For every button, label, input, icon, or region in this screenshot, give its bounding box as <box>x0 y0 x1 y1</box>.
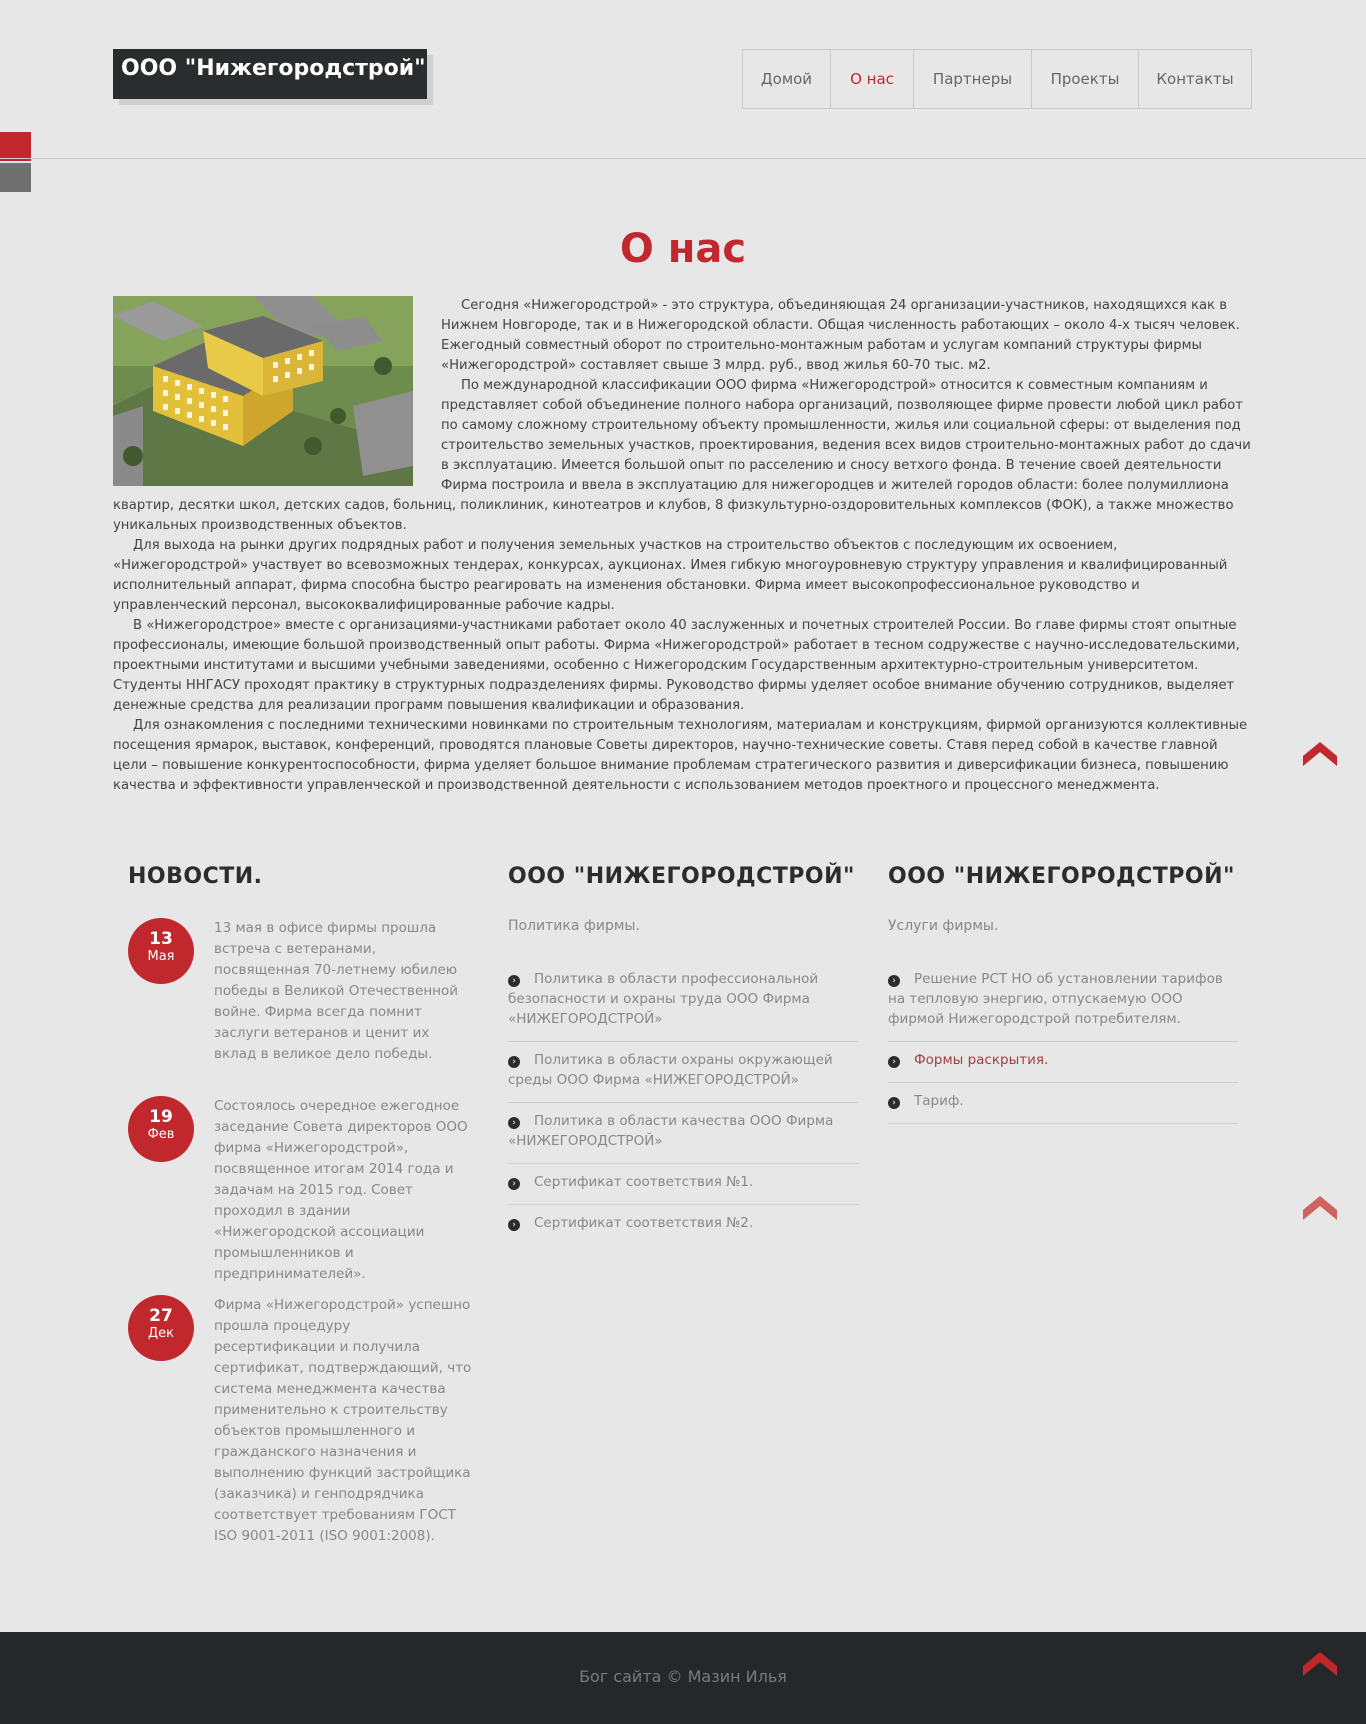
policy-links <box>508 961 858 1245</box>
side-tab-red[interactable] <box>0 132 31 161</box>
side-tab-grey[interactable] <box>0 163 31 192</box>
about-text <box>113 296 1253 796</box>
nav-item-about[interactable]: О нас <box>831 50 914 108</box>
date-month: Мая <box>147 949 175 964</box>
date-badge <box>128 918 194 984</box>
arrow-circle-right-icon: › <box>508 1117 520 1129</box>
date-badge <box>128 1295 194 1361</box>
news-text: Состоялось очередное ежегодное заседание Совета директоров ООО фирма «Нижегородстрой», посвященное итогам 2014 года и задачам на 2015 год. Совет проходил в здании «Нижегородской ассоциации промышленников и предпринимателей». <box>214 1098 468 1282</box>
header-divider <box>0 158 1366 159</box>
date-day: 19 <box>149 1107 173 1127</box>
arrow-circle-right-icon: › <box>508 1178 520 1190</box>
services-link[interactable]: › Решение РСТ НО об установлении тарифов на тепловую энергию, отпускаемую ООО фирмой Нижегородстрой потребителям. <box>888 961 1238 1042</box>
about-paragraph: В «Нижегородстрое» вместе с организациями-участниками работает около 40 заслуженных и почетных строителей России. Во главе фирмы стоят опытные профессионалы, имеющие большой производственный опыт работы. Фирма «Нижегородстрой» работает в тесном содружестве с научно-исследовательскими, проектными институтами и высшими учебными заведениями, особенно с Нижегородским Государственным архитектурно-строительным университетом. Студенты ННГАСУ проходят практику в структурных подразделениях фирмы. Руководство фирмы уделяет особое внимание обучению сотрудников, выделяет денежные средства для реализации программ повышения квалификации и образования. <box>113 618 1240 713</box>
policy-link[interactable]: › Сертификат соответствия №1. <box>508 1164 858 1205</box>
policy-link[interactable]: › Политика в области качества ООО Фирма «НИЖЕГОРОДСТРОЙ» <box>508 1103 858 1164</box>
policy-title: ООО "НИЖЕГОРОДСТРОЙ" <box>508 864 856 889</box>
nav-item-partners[interactable]: Партнеры <box>914 50 1032 108</box>
nav-item-projects[interactable]: Проекты <box>1032 50 1139 108</box>
date-badge <box>128 1096 194 1162</box>
arrow-circle-right-icon: › <box>888 975 900 987</box>
policy-link[interactable]: › Политика в области охраны окружающей среды ООО Фирма «НИЖЕГОРОДСТРОЙ» <box>508 1042 858 1103</box>
services-link[interactable]: › Тариф. <box>888 1083 1238 1124</box>
page-title: О нас <box>619 226 747 272</box>
arrow-circle-right-icon: › <box>888 1056 900 1068</box>
policy-link[interactable]: › Политика в области профессиональной безопасности и охраны труда ООО Фирма «НИЖЕГОРОДСТРОЙ» <box>508 961 858 1042</box>
date-day: 13 <box>149 929 173 949</box>
policy-link[interactable]: › Сертификат соответствия №2. <box>508 1205 858 1245</box>
services-links <box>888 961 1238 1124</box>
date-month: Фев <box>147 1127 175 1142</box>
scroll-top-icon[interactable] <box>1303 1196 1337 1224</box>
nav-item-home[interactable]: Домой <box>743 50 831 108</box>
date-month: Дек <box>147 1326 174 1341</box>
arrow-circle-right-icon: › <box>888 1097 900 1109</box>
footer-copyright: Бог сайта © Мазин Илья <box>579 1667 787 1686</box>
scroll-top-icon[interactable] <box>1303 1652 1337 1680</box>
footer <box>0 1632 1366 1724</box>
about-paragraph: По международной классификации ООО фирма «Нижегородстрой» относится к совместным компаниям и представляет собой объединение полного набора организаций, позволяющее фирме провести любой цикл работ по самому сложному строительному объекту промышленности, жилья или социальной сферы: от выделения под строительство земельных участков, проектирования, ведения всех видов строительно-монтажных работ до сдачи в эксплуатацию. Имеется большой опыт по расселению и сносу ветхого фонда. В течение своей деятельности Фирма построила и ввела в эксплуатацию для нижегородцев и жителей городов области: более полумиллиона квартир, десятки школ, детских садов, больниц, поликлиник, кинотеатров и клубов, 8 физкультурно-оздоровительных комплексов (ФОК), а также множество уникальных производственных объектов. <box>113 378 1251 533</box>
policy-subtitle: Политика фирмы. <box>508 918 640 934</box>
main-nav <box>742 49 1252 109</box>
news-text: Фирма «Нижегородстрой» успешно прошла процедуру ресертификации и получила сертификат, подтверждающий, что система менеджмента качества применительно к строительству объектов промышленного и гражданского назначения и выполнению функций застройщика (заказчика) и генподрядчика соответствует требованиям ГОСТ ISO 9001-2011 (ISO 9001:2008). <box>214 1297 472 1544</box>
services-subtitle: Услуги фирмы. <box>888 918 999 934</box>
about-paragraph: Для ознакомления с последними техническими новинками по строительным технологиям, материалам и конструкциям, фирмой организуются коллективные посещения ярмарок, выставок, конференций, проводятся плановые Советы директоров, научно-технические советы. Ставя перед собой в качестве главной цели – повышение конкурентоспособности, фирма уделяет большое внимание проблемам стратегического развития и диверсификации бизнеса, повышению качества и эффективности управленческой и производственной деятельности с использованием методов проектного и процессного менеджмента. <box>113 718 1248 793</box>
date-day: 27 <box>149 1306 173 1326</box>
site-logo[interactable]: ООО "Нижегородстрой" <box>113 49 427 99</box>
arrow-circle-right-icon: › <box>508 1219 520 1231</box>
arrow-circle-right-icon: › <box>508 1056 520 1068</box>
about-paragraph: Для выхода на рынки других подрядных работ и получения земельных участков на строительство объектов с последующим их освоением, «Нижегородстрой» участвует во всевозможных тендерах, конкурсах, аукционах. Имея гибкую многоуровневую структуру управления и квалифицированный исполнительный аппарат, фирма способна быстро реагировать на изменения обстановки. Фирма имеет высокопрофессиональное руководство и управленческий персонал, высококвалифицированные рабочие кадры. <box>113 538 1228 613</box>
services-link[interactable]: › Формы раскрытия. <box>888 1042 1238 1083</box>
arrow-circle-right-icon: › <box>508 975 520 987</box>
scroll-top-icon[interactable] <box>1303 742 1337 770</box>
about-paragraph: Сегодня «Нижегородстрой» - это структура, объединяющая 24 организации-участников, находящихся как в Нижнем Новгороде, так и в Нижегородской области. Общая численность работающих – около 4-х тысяч человек. Ежегодный совместный оборот по строительно-монтажным работам и услугам компаний структуры фирмы «Нижегородстрой» составляет свыше 3 млрд. руб., ввод жилья 60-70 тыс. м2. <box>441 298 1240 373</box>
news-title: НОВОСТИ. <box>128 864 263 889</box>
news-text: 13 мая в офисе фирмы прошла встреча с ветеранами, посвященная 70-летнему юбилею победы в Великой Отечественной войне. Фирма всегда помнит заслуги ветеранов и ценит их вклад в великое дело победы. <box>214 920 459 1062</box>
services-title: ООО "НИЖЕГОРОДСТРОЙ" <box>888 864 1236 889</box>
nav-item-contacts[interactable]: Контакты <box>1156 70 1234 88</box>
